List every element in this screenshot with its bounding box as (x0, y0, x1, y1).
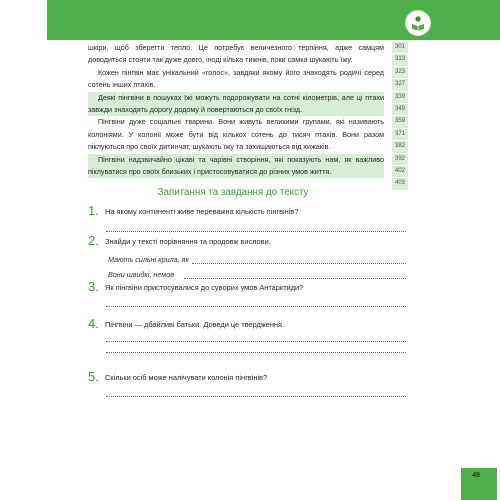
answer-line[interactable] (106, 341, 406, 342)
paragraph (88, 42, 384, 67)
question-number: 1. (88, 203, 99, 218)
question-number: 3. (88, 279, 99, 294)
word-count: 339 (392, 92, 408, 103)
question-number: 4. (88, 316, 99, 331)
word-count: 313 (392, 54, 408, 65)
answer-line[interactable] (106, 306, 406, 307)
text-line: важливо піклуватися про своїх близьких і пристосовуватися до різних умов (88, 154, 384, 177)
answer-line[interactable] (106, 352, 406, 353)
comparison-prompt: Мають сильні крила, як (108, 255, 189, 264)
word-count: 327 (392, 79, 408, 90)
section-title: Запитання та завдання до тексту (157, 187, 309, 198)
question-text: На якому континенті живе переважна кількість пінгвінів? (105, 207, 299, 216)
text-line: Пінгвіни надзвичайно цікаві та чарівні створіння, які показують нам, як (98, 154, 352, 164)
answer-line[interactable] (106, 231, 406, 232)
text-line: доводиться стояти так дуже довго, іноді кілька тижнів, поки самка шукають їжу. (88, 55, 353, 65)
paragraph (88, 154, 384, 179)
header-bar (47, 0, 500, 40)
reading-text (88, 42, 384, 178)
paragraph (88, 67, 384, 92)
word-count: 371 (392, 129, 408, 140)
word-count: 349 (392, 104, 408, 115)
paragraph (88, 92, 384, 117)
comparison-prompt: Вони швидкі, немов (108, 270, 174, 279)
word-count: 403 (392, 178, 408, 189)
question-text: Знайди у тексті порівняння та продовж вислови. (105, 237, 271, 246)
text-line: серед сотень інших птахів. (88, 67, 384, 90)
question-number: 5. (88, 369, 99, 384)
text-line: життя. (309, 167, 332, 177)
answer-line[interactable] (192, 263, 406, 264)
answer-line[interactable] (184, 278, 406, 279)
word-count: 301 (392, 42, 408, 53)
page-number-tab (461, 468, 497, 500)
paragraph (88, 116, 384, 153)
question-text: Пінгвіни — дбайливі батьки. Доведи це твердження. (105, 320, 285, 329)
text-line: Пінгвіни дуже соціальні тварини. Вони живуть великими групами, які називають (98, 117, 384, 127)
answer-line[interactable] (106, 396, 406, 397)
text-line: шкіри, щоб зберегти тепло. Це потребує величезного терпіння, адже самцям (88, 43, 384, 52)
text-line: Кожен пінгвін має унікальний «голос», завдяки якому його знаходять родичі (98, 67, 362, 77)
word-count-column (392, 42, 408, 191)
word-count: 402 (392, 166, 408, 177)
question-text: Скільки осіб може налічувати колонія пінгвінів? (105, 373, 268, 382)
text-line: птахи завжди знаходять дорогу додому й повертаються до своїх гнізд. (88, 92, 384, 115)
question-text: Як пінгвіни пристосувалися до суворих умов Антарктиди? (105, 283, 304, 292)
word-count: 392 (392, 154, 408, 165)
word-count: 359 (392, 116, 408, 127)
text-line: Деякі пінгвіни в пошуках їжі можуть подорожувати на сотні кілометрів, але ці (98, 92, 363, 102)
text-line: колоніями. У колонії може бути від кількох сотень до тисяч птахів. Вони (88, 129, 359, 139)
question-number: 2. (88, 233, 99, 248)
word-count: 323 (392, 67, 408, 78)
word-count: 382 (392, 141, 408, 152)
reading-book-icon (405, 10, 431, 36)
text-line: разом піклуються про своїх дитинчат, шукають їжу та захищаються від хижаків. (88, 129, 385, 152)
page-number: 49 (472, 472, 480, 479)
